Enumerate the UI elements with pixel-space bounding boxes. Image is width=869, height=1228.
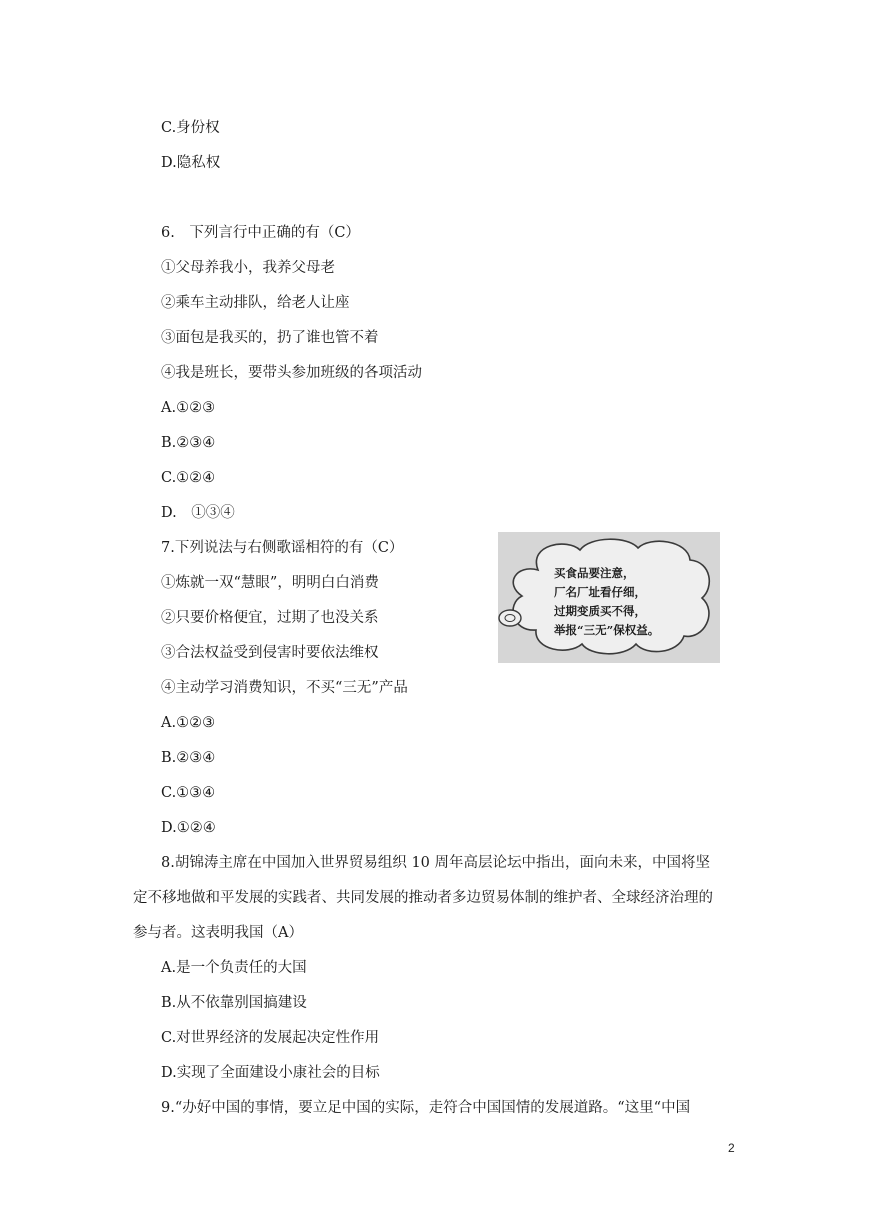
q8-stem-line-1: 8.胡锦涛主席在中国加入世界贸易组织 10 周年高层论坛中指出，面向未来，中国将坚 <box>161 855 711 871</box>
thought-bubble-illustration <box>498 532 720 663</box>
q7-stem: 7.下列说法与右侧歌谣相符的有（C） <box>161 540 404 556</box>
q6-item-1: ①父母养我小，我养父母老 <box>161 260 335 276</box>
q7-option-c: C.①③④ <box>161 785 216 801</box>
figure-line-2: 厂名厂址看仔细， <box>554 585 646 599</box>
q5-option-c: C.身份权 <box>161 120 220 136</box>
q7-rhyme-figure <box>498 532 720 663</box>
bubble-dot-large <box>499 610 521 626</box>
q7-option-d: D.①②④ <box>161 820 216 836</box>
q6-option-d: D. ①③④ <box>161 505 235 521</box>
figure-line-3: 过期变质买不得， <box>554 604 646 618</box>
q7-item-3: ③合法权益受到侵害时要依法维权 <box>161 645 379 661</box>
page-number: 2 <box>728 1141 735 1155</box>
q8-stem-line-3: 参与者。这表明我国（A） <box>133 925 303 941</box>
q5-option-d: D.隐私权 <box>161 155 221 171</box>
q6-option-a: A.①②③ <box>161 400 216 416</box>
figure-line-4: 举报“三无”保权益。 <box>554 623 660 637</box>
q8-option-d: D.实现了全面建设小康社会的目标 <box>161 1065 380 1081</box>
q7-item-4: ④主动学习消费知识，不买“三无”产品 <box>161 680 408 696</box>
q6-option-b: B.②③④ <box>161 435 216 451</box>
q6-item-4: ④我是班长，要带头参加班级的各项活动 <box>161 365 422 381</box>
q7-option-a: A.①②③ <box>161 715 216 731</box>
q6-option-c: C.①②④ <box>161 470 216 486</box>
q7-item-2: ②只要价格便宜，过期了也没关系 <box>161 610 379 626</box>
q8-stem-line-2: 定不移地做和平发展的实践者、共同发展的推动者多边贸易体制的维护者、全球经济治理的 <box>133 890 713 906</box>
q7-option-b: B.②③④ <box>161 750 216 766</box>
q6-item-2: ②乘车主动排队，给老人让座 <box>161 295 350 311</box>
q8-option-a: A.是一个负责任的大国 <box>161 960 307 976</box>
q7-item-1: ①炼就一双“慧眼”，明明白白消费 <box>161 575 379 591</box>
q8-option-c: C.对世界经济的发展起决定性作用 <box>161 1030 380 1046</box>
q8-option-b: B.从不依靠别国搞建设 <box>161 995 307 1011</box>
q6-stem: 6. 下列言行中正确的有（C） <box>161 225 360 241</box>
q9-stem-line-1: 9.“办好中国的事情，要立足中国的实际，走符合中国国情的发展道路。“这里“中国 <box>161 1100 691 1116</box>
q6-item-3: ③面包是我买的，扔了谁也管不着 <box>161 330 379 346</box>
figure-line-1: 买食品要注意， <box>554 566 635 580</box>
